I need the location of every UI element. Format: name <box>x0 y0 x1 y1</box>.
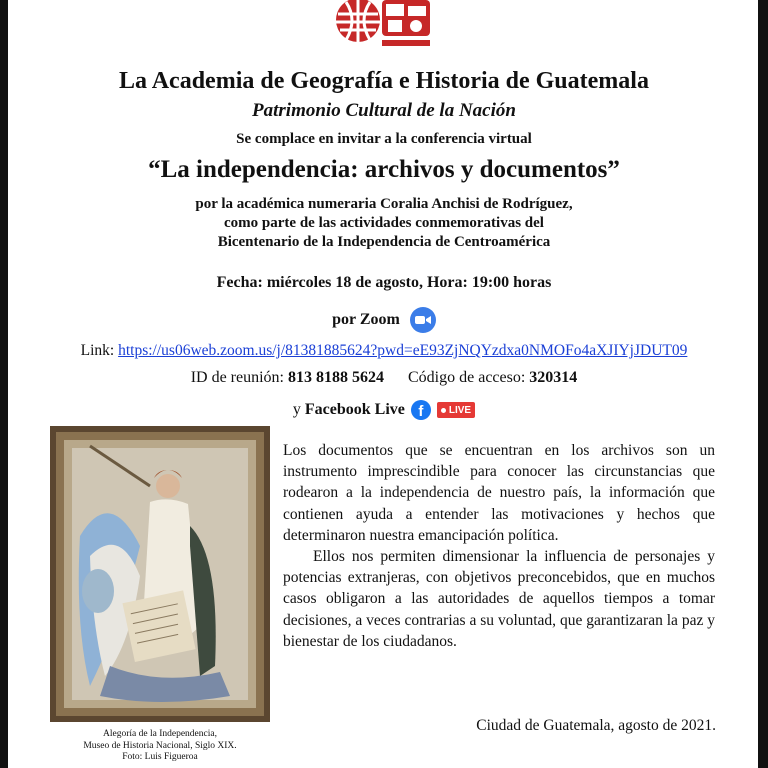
passcode: 320314 <box>529 369 578 386</box>
passcode-label: Código de acceso: <box>408 369 530 386</box>
live-dot-icon <box>441 408 446 413</box>
facebook-icon[interactable] <box>411 400 431 420</box>
closing-date-line: Ciudad de Guatemala, agosto de 2021. <box>476 717 716 734</box>
image-caption <box>50 729 270 764</box>
date-time: Fecha: miércoles 18 de agosto, Hora: 19:00 horas <box>216 274 552 291</box>
academy-logo <box>326 0 434 50</box>
zoom-label: por Zoom <box>332 311 400 328</box>
link-label: Link: <box>80 342 119 359</box>
facebook-row <box>0 400 768 420</box>
meeting-id-label: ID de reunión: <box>190 369 288 386</box>
facebook-glyph: f <box>418 403 424 420</box>
caption-line-3: Foto: Luis Figueroa <box>122 752 198 762</box>
paragraph-1: Los documentos que se encuentran en los archivos son un instrumento imprescindible para conocer las circunstancias que rodearon a la independencia de nuestro país, la información que contienen ayuda a entender las motivaciones y hechos que determinaron nuestra emancipación política. <box>283 442 715 544</box>
paragraph-2: Ellos nos permiten dimensionar la influencia de personajes y potencias extranjeras, con objetivos preconcebidos, que en muchos casos obligaron a las autoridades de aquellos tiempos a tomar decisiones, a veces contrarias a su voluntad, que garantizaran la paz y bienestar de los ciudadanos. <box>283 548 715 650</box>
invite-text: Se complace en invitar a la conferencia virtual <box>236 131 532 147</box>
speaker-line-2: como parte de las actividades conmemorativas del <box>224 215 544 231</box>
caption-line-1: Alegoría de la Independencia, <box>103 729 217 739</box>
zoom-row <box>0 307 768 333</box>
subtitle: Patrimonio Cultural de la Nación <box>252 100 516 121</box>
speaker-line-3: Bicentenario de la Independencia de Centroamérica <box>217 234 551 250</box>
allegory-painting <box>50 426 270 722</box>
live-badge-label: LIVE <box>448 405 472 416</box>
facebook-prefix: y <box>292 401 305 418</box>
conference-title: “La independencia: archivos y documentos” <box>148 156 620 183</box>
facebook-label: Facebook Live <box>304 401 405 418</box>
live-badge[interactable] <box>437 402 475 418</box>
meeting-credentials <box>0 369 768 387</box>
page-title: La Academia de Geografía e Historia de Guatemala <box>119 68 649 94</box>
body-text <box>283 440 715 652</box>
zoom-link[interactable]: https://us06web.zoom.us/j/81381885624?pwd=eE93ZjNQYzdxa0NMOFo4aXJIYjJDUT09 <box>118 342 688 359</box>
link-row <box>0 342 768 360</box>
meeting-id: 813 8188 5624 <box>288 369 384 386</box>
zoom-camera-icon[interactable] <box>410 307 436 333</box>
caption-line-2: Museo de Historia Nacional, Siglo XIX. <box>83 740 237 751</box>
speaker-line-1: por la académica numeraria Coralia Anchisi de Rodríguez, <box>195 196 573 212</box>
